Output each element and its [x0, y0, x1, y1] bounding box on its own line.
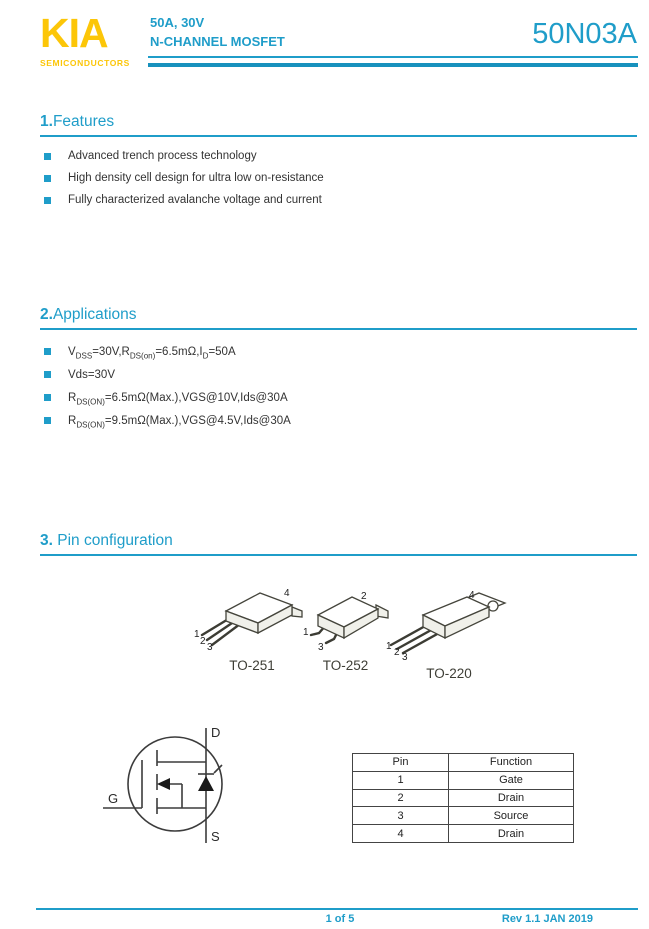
table-row: 1 Gate [353, 771, 574, 789]
svg-text:4: 4 [469, 590, 475, 601]
bullet-square-icon [44, 175, 51, 182]
table-row: 3 Source [353, 807, 574, 825]
svg-text:2: 2 [361, 591, 367, 602]
section-heading-pin-configuration [40, 531, 637, 556]
header-rule-thin [148, 56, 638, 58]
section-title: Features [52, 113, 115, 130]
section-heading-features [40, 112, 637, 137]
svg-text:1: 1 [303, 627, 309, 638]
column-header-function: Function [449, 754, 574, 772]
bullet-square-icon [44, 394, 51, 401]
device-rating: 50A, 30V [150, 15, 205, 30]
list-item: $V_{DSS}=30V,R_{DS(on)}=6.5m\Omega,I_D=50A$ [44, 340, 291, 363]
package-name: TO-220 [426, 666, 472, 681]
brand-logo-text: KIA [40, 10, 108, 56]
list-item: Advanced trench process technology [44, 145, 324, 167]
source-label: S [211, 829, 220, 844]
package-figure-to252 [298, 585, 393, 673]
section-title: Applications [52, 306, 137, 323]
bullet-square-icon [44, 417, 51, 424]
bullet-square-icon [44, 153, 51, 160]
brand-logo-subtext: SEMICONDUCTORS [40, 58, 130, 68]
header-rule-thick [148, 63, 638, 67]
part-number: 50N03A [532, 18, 637, 50]
section-title: Pin configuration [52, 532, 173, 549]
revision-info: Rev 1.1 JAN 2019 [501, 913, 593, 925]
list-item: $R_{DS(ON)}=9.5m\Omega(Max.),VGS@4.5V,Ids@30A$ [44, 409, 291, 432]
package-figure-to220 [385, 585, 513, 681]
svg-text:4: 4 [284, 588, 290, 599]
svg-text:2: 2 [394, 647, 400, 658]
section-heading-applications [40, 305, 637, 330]
list-item: Vds=30V [44, 363, 291, 386]
column-header-pin: Pin [353, 754, 449, 772]
device-description [150, 13, 285, 51]
drain-label: D [211, 725, 221, 740]
svg-text:3: 3 [318, 642, 324, 653]
svg-text:3: 3 [402, 652, 408, 663]
features-list [44, 145, 324, 211]
to251-package-drawing [192, 585, 312, 657]
page-number: 1 of 5 [325, 913, 355, 925]
brand-logo [40, 10, 150, 68]
list-item: $R_{DS(ON)}=6.5m\Omega(Max.),VGS@10V,Ids@30A$ [44, 386, 291, 409]
package-figure-to251 [192, 585, 312, 673]
bullet-square-icon [44, 197, 51, 204]
section-number: 3. [40, 532, 53, 549]
gate-label: G [108, 791, 119, 806]
pin-function-table [352, 753, 574, 843]
to220-package-drawing [385, 585, 513, 665]
bullet-square-icon [44, 348, 51, 355]
mosfet-symbol-drawing [95, 710, 245, 855]
package-name: TO-252 [322, 658, 369, 673]
svg-text:1: 1 [386, 641, 392, 652]
device-type: N-CHANNEL MOSFET [150, 34, 285, 49]
applications-list [44, 340, 291, 432]
footer-rule [36, 908, 638, 910]
list-item: High density cell design for ultra low on-resistance [44, 167, 324, 189]
table-row: 4 Drain [353, 825, 574, 843]
section-number: 1. [40, 113, 53, 130]
to252-package-drawing [298, 585, 393, 657]
svg-text:2: 2 [200, 636, 206, 647]
bullet-square-icon [44, 371, 51, 378]
table-header-row [353, 754, 574, 772]
svg-text:3: 3 [207, 642, 213, 653]
package-name: TO-251 [229, 658, 275, 673]
svg-text:1: 1 [194, 629, 200, 640]
table-row: 2 Drain [353, 789, 574, 807]
list-item: Fully characterized avalanche voltage and current [44, 189, 324, 211]
section-number: 2. [40, 306, 53, 323]
